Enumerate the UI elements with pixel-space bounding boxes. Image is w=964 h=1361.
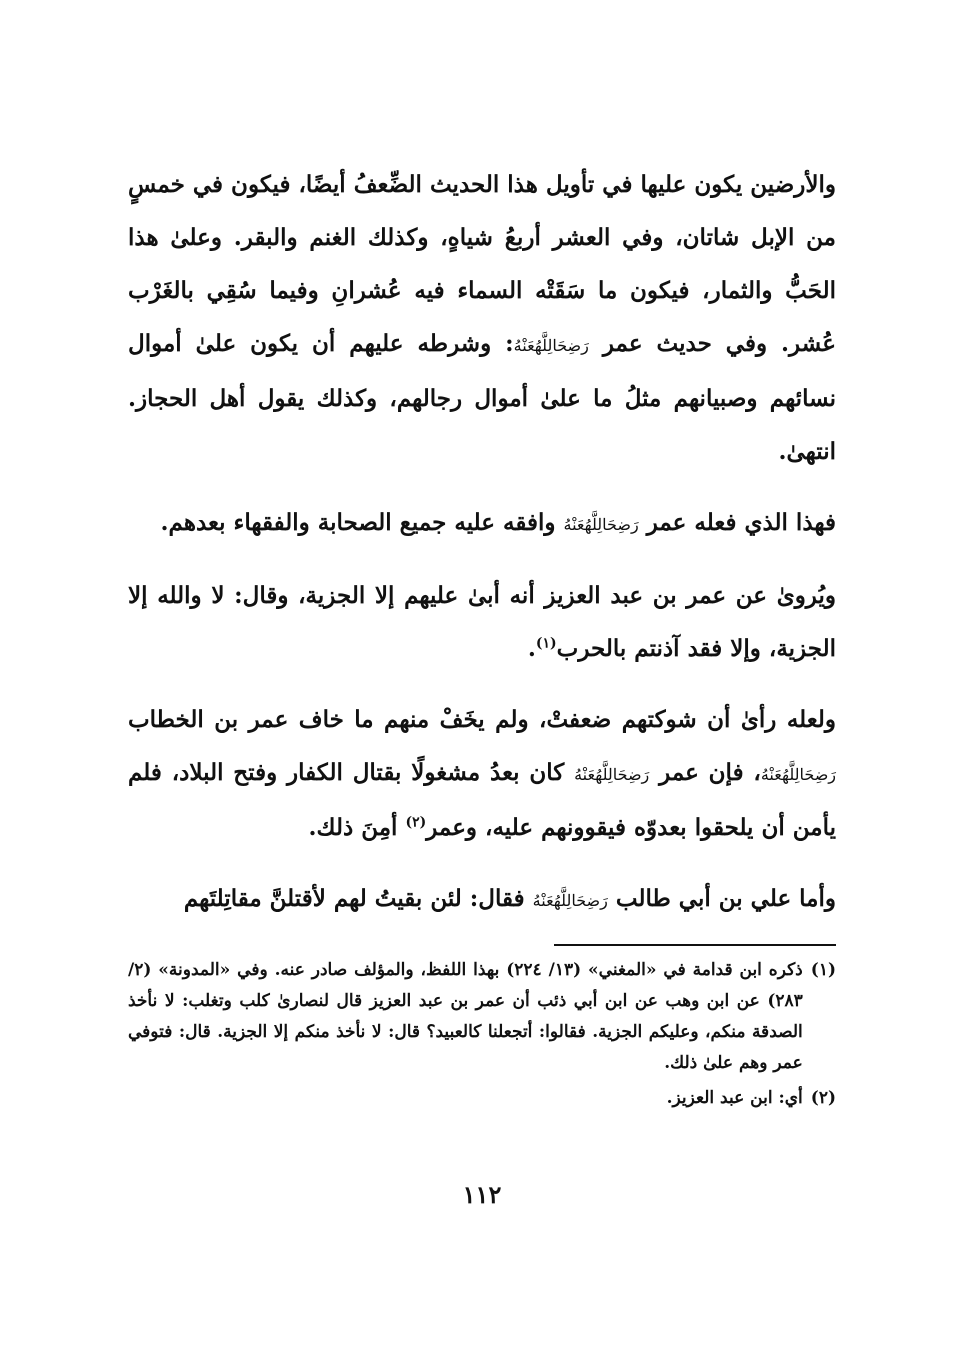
paragraph-5-text-a: وأما علي بن أبي طالب [615,885,836,912]
honorific-phrase: رَضِحَالِلَّهُعَنْهُ [563,515,639,534]
paragraph-4-text-b: ، فإن عمر [659,759,761,786]
honorific-phrase: رَضِحَالِلَّهُعَنْهُ [532,891,608,910]
paragraph-2-text-b: وافقه عليه جميع الصحابة والفقهاء بعدهم. [160,509,556,536]
footnote-text: ذكره ابن قدامة في «المغني» (١٣/ ٢٢٤) بهذا اللفظ، والمؤلف صادر عنه. وفي «المدونة» (٢/ ٢٨٣) عن ابن وهب عن ابن أبي ذئب أن عمر بن عبد العزيز قال لنصارىٰ كلب وتغلب: لا نأخذ الصدقة منكم، وعليكم الجزية. فقالوا: أتجعلنا كالعبيد؟ قال: لا نأخذ منكم إلا الجزية. قال: فتوفي عمر وهم علىٰ ذلك. [128,960,803,1073]
paragraph-2 [128,496,836,551]
paragraph-4-end: أمِنَ ذلك. [308,814,398,841]
footnote-reference-1[interactable]: (١) [535,635,557,652]
footnote-separator [554,944,836,946]
paragraph-3-end: . [527,635,536,662]
footnotes [128,955,836,1118]
paragraph-1-text-a: والأرضين يكون عليها في تأويل هذا الحديث الضِّعفُ أيضًا، فيكون في خمسٍ من الإبل شاتان، وفي العشر أربعُ شياهٍ، وكذلك الغنم والبقر. وعلىٰ هذا الحَبُّ والثمار، فيكون ما سَقَتْه السماء فيه عُشرانِ وفيما سُقِي بالغَرْب عُشر. وفي حديث عمر [128,171,836,357]
paragraph-4-text-a: ولعله رأىٰ أن شوكتهم ضعفتْ، ولم يخَفْ منهم ما خاف عمر بن الخطاب [128,706,836,733]
paragraph-4 [128,693,836,854]
paragraph-5 [128,872,836,927]
footnote-1 [128,955,836,1079]
honorific-phrase: رَضِحَالِلَّهُعَنْهُ [760,765,837,784]
footnote-number: (٢) [810,1088,836,1108]
footnote-number: (١) [810,960,836,980]
paragraph-2-text-a: فهذا الذي فعله عمر [646,509,836,536]
main-text [128,158,836,945]
paragraph-5-text-b: فقال: لئن بقيتُ لهم لأقتلنَّ مقاتِلتَهم [183,885,525,912]
paragraph-3-text: ويُروىٰ عن عمر بن عبد العزيز أنه أبىٰ عليهم إلا الجزية، وقال: لا والله إلا الجزية، وإلا فقد آذنتم بالحرب [128,582,836,662]
honorific-phrase: رَضِحَالِلَّهُعَنْهُ [574,765,650,784]
page-number: ١١٢ [462,1180,502,1209]
footnote-text: أي: ابن عبد العزيز. [666,1088,803,1108]
paragraph-4-text-c: كان بعدُ مشغولًا بقتال الكفار وفتح البلاد، فلم يأمن أن يلحقوا بعدوّه فيقوونهم عليه، وعمر [128,759,836,841]
paragraph-1 [128,158,836,478]
footnote-reference-2[interactable]: (٢) [405,814,427,831]
footnote-2 [128,1083,836,1114]
paragraph-1-text-b: : وشرطه عليهم أن يكون علىٰ أموال نسائهم وصبيانهم مثلُ ما علىٰ أموال رجالهم، وكذلك يقول أهل الحجاز. انتهىٰ. [128,330,836,465]
honorific-phrase: رَضِحَالِلَّهُعَنْهُ [513,336,589,355]
paragraph-3 [128,569,836,675]
